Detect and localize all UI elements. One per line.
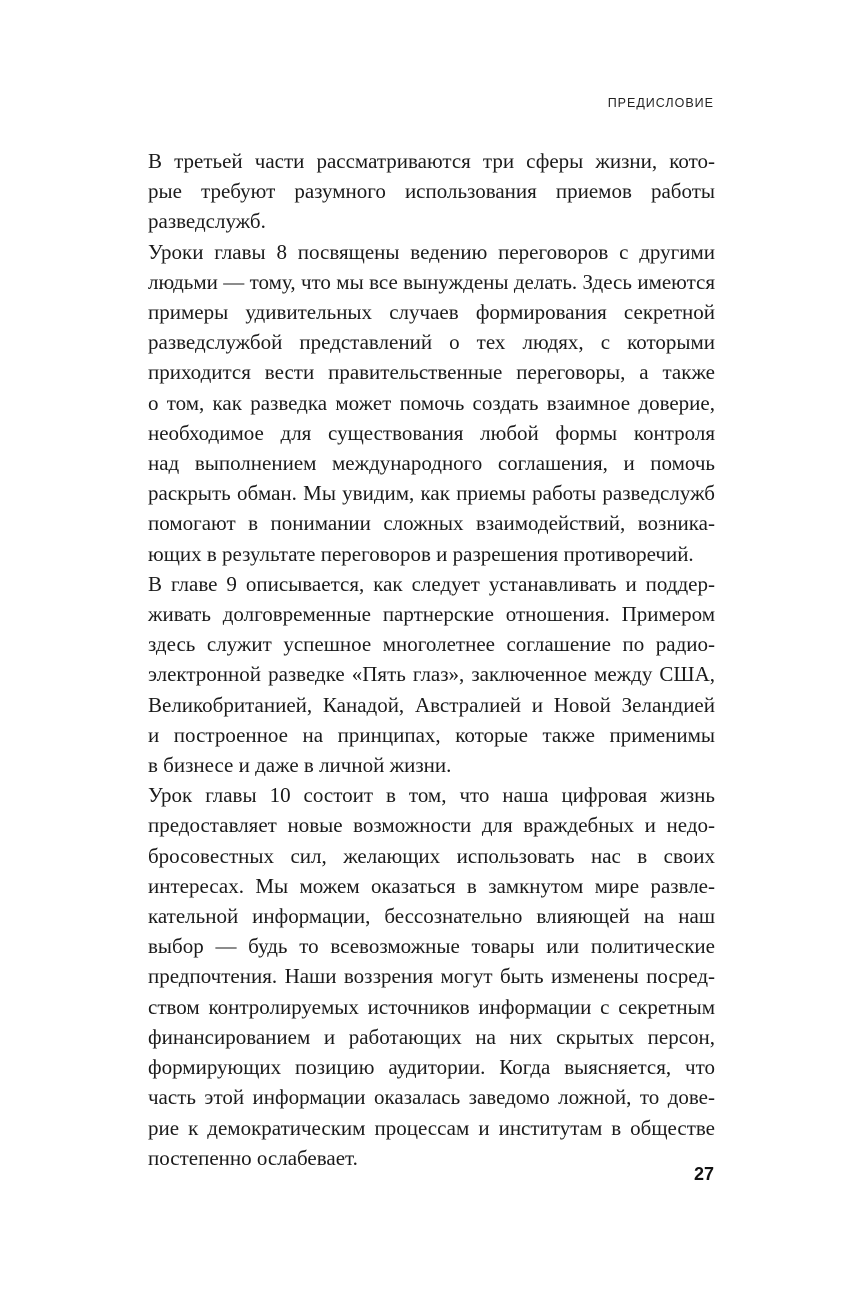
text-line: разведслужбой представлений о тех людях, с которыми bbox=[148, 330, 715, 355]
text-line: рые требуют разумного использования приемов работы bbox=[148, 179, 715, 204]
text-line: в бизнесе и даже в личной жизни. bbox=[148, 753, 452, 778]
text-line: необходимое для существования любой формы контроля bbox=[148, 420, 715, 445]
text-line: здесь служит успешное многолетнее соглашение по радио- bbox=[148, 632, 715, 657]
text-line: примеры удивительных случаев формирования секретной bbox=[148, 300, 715, 325]
text-line: интересах. Мы можем оказаться в замкнутом мире развле- bbox=[148, 873, 715, 898]
text-line: Урок главы 10 состоит в том, что наша цифровая жизнь bbox=[148, 783, 715, 808]
text-line: помогают в понимании сложных взаимодействий, возника- bbox=[148, 511, 715, 536]
text-line: В третьей части рассматриваются три сферы жизни, кото- bbox=[148, 149, 715, 173]
text-line: предоставляет новые возможности для враждебных и недо- bbox=[148, 813, 715, 838]
text-line: ющих в результате переговоров и разрешения противоречий. bbox=[148, 541, 694, 566]
paragraph-1 bbox=[118, 146, 715, 237]
text-line: раскрыть обман. Мы увидим, как приемы работы разведслужб bbox=[148, 481, 715, 506]
text-line: людьми — тому, что мы все вынуждены делать. Здесь имеются bbox=[148, 269, 715, 294]
running-head: ПРЕДИСЛОВИЕ bbox=[607, 96, 714, 110]
text-line: кательной информации, бессознательно влияющей на наш bbox=[148, 904, 715, 929]
text-line: предпочтения. Наши воззрения могут быть изменены посред- bbox=[148, 964, 715, 989]
text-line: о том, как разведка может помочь создать взаимное доверие, bbox=[148, 390, 715, 415]
text-line: разведслужб. bbox=[148, 209, 266, 234]
text-line: часть этой информации оказалась заведомо ложной, то дове- bbox=[148, 1085, 715, 1110]
text-line: ством контролируемых источников информации с секретным bbox=[148, 994, 715, 1019]
text-line: рие к демократическим процессам и институтам в обществе bbox=[148, 1115, 715, 1140]
text-line: бросовестных сил, желающих использовать нас в своих bbox=[148, 843, 715, 868]
text-line: постепенно ослабевает. bbox=[148, 1145, 358, 1170]
text-line: финансированием и работающих на них скрытых персон, bbox=[148, 1024, 715, 1049]
paragraph-3 bbox=[118, 569, 715, 780]
text-line: Уроки главы 8 посвящены ведению переговоров с другими bbox=[148, 239, 715, 264]
text-line: живать долговременные партнерские отношения. Примером bbox=[148, 602, 715, 627]
paragraph-4 bbox=[118, 780, 715, 1173]
page-number: 27 bbox=[693, 1164, 714, 1184]
body-text bbox=[118, 146, 715, 1173]
text-line: электронной разведке «Пять глаз», заключенное между США, bbox=[148, 662, 715, 687]
text-line: Великобританией, Канадой, Австралией и Новой Зеландией bbox=[148, 692, 715, 717]
paragraph-2 bbox=[118, 237, 715, 569]
text-line: В главе 9 описывается, как следует устанавливать и поддер- bbox=[148, 571, 715, 596]
text-line: формирующих позицию аудитории. Когда выясняется, что bbox=[148, 1055, 715, 1080]
text-line: и построенное на принципах, которые также применимы bbox=[148, 722, 715, 747]
text-line: над выполнением международного соглашения, и помочь bbox=[148, 451, 715, 476]
text-line: приходится вести правительственные переговоры, а также bbox=[148, 360, 715, 385]
text-line: выбор — будь то всевозможные товары или политические bbox=[148, 934, 715, 959]
